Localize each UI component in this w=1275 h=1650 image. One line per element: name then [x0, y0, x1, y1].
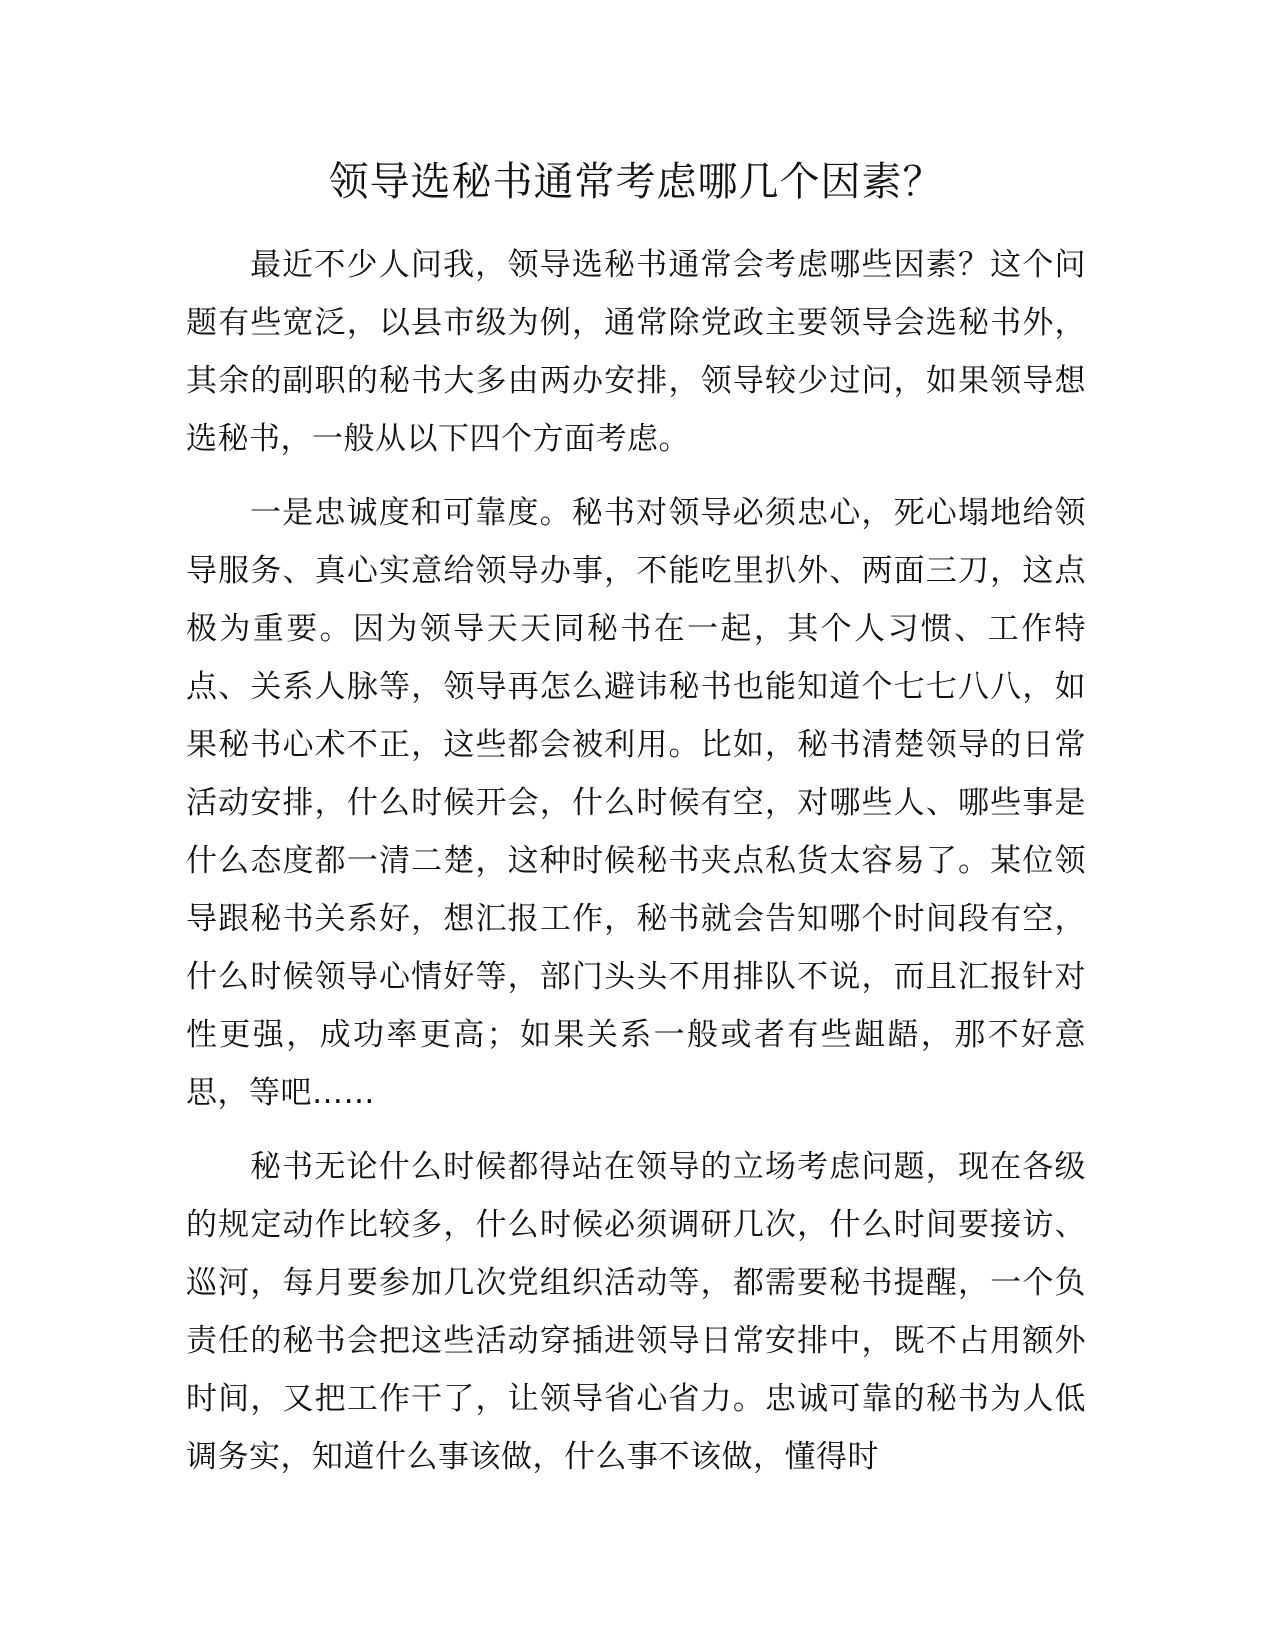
paragraph-intro: 最近不少人问我，领导选秘书通常会考虑哪些因素？这个问题有些宽泛，以县市级为例，通常除党政主要领导会选秘书外，其余的副职的秘书大多由两办安排，领导较少过问，如果领导想选秘书，一般从以下四个方面考虑。: [186, 247, 1086, 457]
paragraph-secretary-stance: 秘书无论什么时候都得站在领导的立场考虑问题，现在各级的规定动作比较多，什么时候必须调研几次，什么时间要接访、巡河，每月要参加几次党组织活动等，都需要秘书提醒，一个负责任的秘书会把这些活动穿插进领导日常安排中，既不占用额外时间，又把工作干了，让领导省心省力。忠诚可靠的秘书为人低调务实，知道什么事该做，什么事不该做，懂得时: [186, 1149, 1086, 1475]
document-title: 领导选秘书通常考虑哪几个因素？: [328, 159, 944, 205]
paragraph-loyalty: 一是忠诚度和可靠度。秘书对领导必须忠心，死心塌地给领导服务、真心实意给领导办事，不能吃里扒外、两面三刀，这点极为重要。因为领导天天同秘书在一起，其个人习惯、工作特点、关系人脉等，领导再怎么避讳秘书也能知道个七七八八，如果秘书心术不正，这些都会被利用。比如，秘书清楚领导的日常活动安排，什么时候开会，什么时候有空，对哪些人、哪些事是什么态度都一清二楚，这种时候秘书夹点私货太容易了。某位领导跟秘书关系好，想汇报工作，秘书就会告知哪个时间段有空，什么时候领导心情好等，部门头头不用排队不说，而且汇报针对性更强，成功率更高；如果关系一般或者有些龃龉，那不好意思，等吧……: [186, 495, 1086, 1111]
document-body: [186, 150, 1086, 1502]
